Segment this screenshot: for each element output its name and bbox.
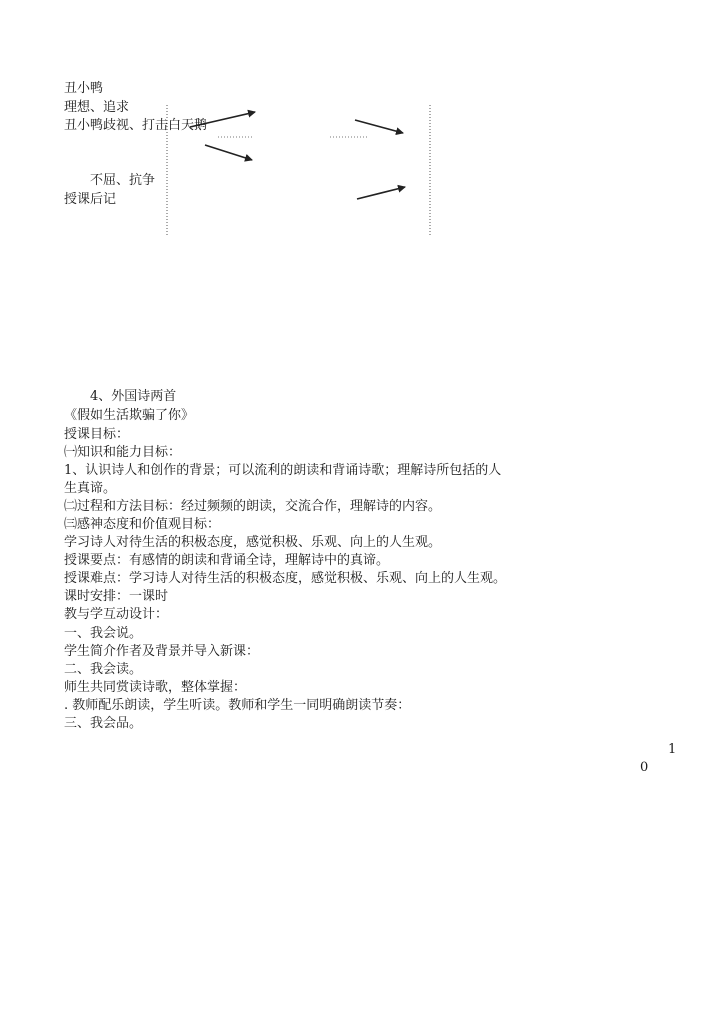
difficulty: 授课难点：学习诗人对待生活的积极态度，感觉积极、乐观、向上的人生观。 — [64, 571, 507, 586]
objective-1-label: ㈠知识和能力目标： — [64, 445, 182, 460]
diagram-label-struggle: 不屈、抗争 — [90, 173, 156, 188]
page-number-top: 1 — [668, 742, 677, 757]
schedule: 课时安排：一课时 — [64, 589, 169, 604]
step-3: 三、我会品。 — [64, 716, 143, 731]
step-1-text: 学生简介作者及背景并导入新课： — [64, 644, 260, 659]
interaction-design: 教与学互动设计： — [64, 607, 169, 622]
arrow-2 — [205, 145, 252, 160]
objective-3-label: ㈢感神态度和价值观目标： — [64, 517, 221, 532]
key-point: 授课要点：有感情的朗读和背诵全诗，理解诗中的真谛。 — [64, 553, 390, 568]
lesson-heading: 4、外国诗两首 — [90, 389, 177, 404]
diagram-label-ugly-duckling: 丑小鸭 — [64, 81, 104, 96]
objective-1-text-b: 生真谛。 — [64, 481, 117, 496]
objectives-label: 授课目标： — [64, 427, 130, 442]
page-number-bottom: 0 — [640, 760, 649, 775]
step-2-text: 师生共同赏读诗歌，整体掌握： — [64, 680, 247, 695]
diagram-label-afterword: 授课后记 — [64, 192, 117, 207]
step-2: 二、我会读。 — [64, 662, 143, 677]
diagram-label-discrimination: 丑小鸭歧视、打击白天鹅 — [64, 118, 208, 133]
diagram-label-ideal: 理想、追求 — [64, 100, 130, 115]
objective-1-text-a: 1、认识诗人和创作的背景；可以流利的朗读和背诵诗歌；理解诗所包括的人 — [64, 463, 502, 478]
objective-3-text: 学习诗人对待生活的积极态度，感觉积极、乐观、向上的人生观。 — [64, 535, 442, 550]
arrow-3 — [355, 120, 403, 133]
step-2-detail: . 教师配乐朗读，学生听读。教师和学生一同明确朗读节奏： — [64, 698, 411, 713]
arrow-4 — [357, 187, 405, 199]
objective-2: ㈡过程和方法目标：经过频频的朗读，交流合作，理解诗的内容。 — [64, 499, 442, 514]
step-1: 一、我会说。 — [64, 626, 143, 641]
poem-title: 《假如生活欺骗了你》 — [64, 408, 195, 423]
